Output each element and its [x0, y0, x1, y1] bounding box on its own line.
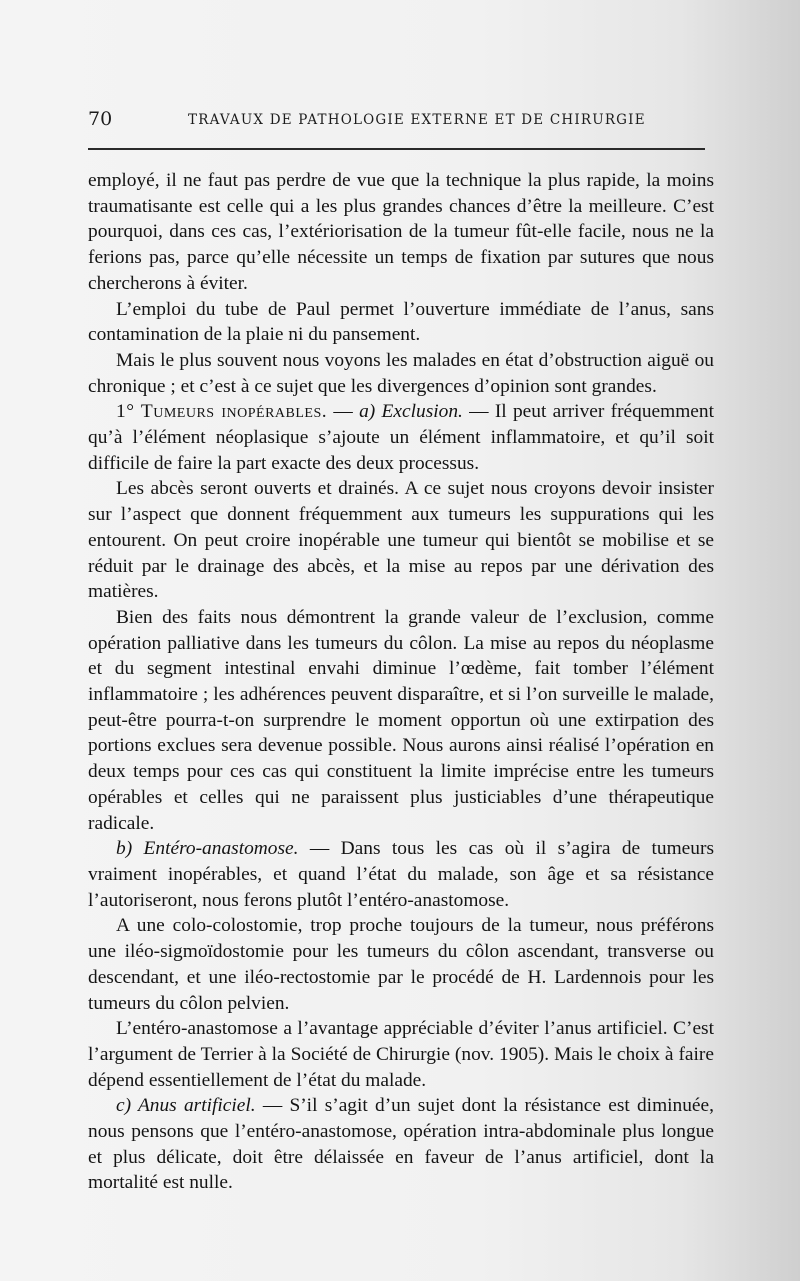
paragraph-text: — S’il s’agit d’un sujet dont la résistance est diminuée, nous pensons que l’entéro-anastomose, opération intra-abdominale plus longue et plus délicate, doit être délaissée en faveur de l’anus artificiel, dont la mortalité est nulle. [88, 1095, 714, 1194]
paragraph-text: L’emploi du tube de Paul permet l’ouverture immédiate de l’anus, sans contamination de la plaie ni du pansement. [88, 298, 714, 346]
paragraph-text: — Il peut arriver fréquemment qu’à l’élément néoplasique s’ajoute un élément inflammatoire, et qu’il soit difficile de faire la part exacte des deux processus. [88, 401, 714, 474]
header-rule [88, 148, 705, 150]
body-text [88, 168, 714, 1196]
subsection-label: b) Entéro-anastomose. [116, 838, 299, 860]
paragraph-6 [88, 605, 714, 836]
paragraph-4 [88, 399, 714, 476]
paragraph-text: Les abcès seront ouverts et drainés. A ce sujet nous croyons devoir insister sur l’aspect que donnent fréquemment aux tumeurs les suppurations qui les entourent. On peut croire inopérable une tumeur qui bientôt se mobilise et se réduit par le drainage des abcès, et la mise au repos par une dérivation des matières. [88, 478, 714, 603]
running-head [88, 108, 706, 138]
section-heading: 1° Tumeurs inopérables. [116, 401, 328, 423]
heading-dash: — [327, 401, 360, 423]
paragraph-text: A une colo-colostomie, trop proche toujours de la tumeur, nous préférons une iléo-sigmoïdostomie pour les tumeurs du côlon ascendant, transverse ou descendant, et une iléo-rectostomie par le procédé de H. Lardennois pour les tumeurs du côlon pelvien. [88, 915, 714, 1014]
subsection-label: c) Anus artificiel. [116, 1095, 256, 1117]
subsection-label: a) Exclusion. [359, 401, 463, 423]
paragraph-10 [88, 1093, 714, 1196]
paragraph-text: employé, il ne faut pas perdre de vue que la technique la plus rapide, la moins traumatisante est celle qui a les plus grandes chances d’être la meilleure. C’est pourquoi, dans ces cas, l’extériorisation de la tumeur fût-elle facile, nous ne la ferions pas, parce qu’elle nécessite un temps de fixation par sutures que nous chercherons à éviter. [88, 170, 714, 294]
paragraph-text: Mais le plus souvent nous voyons les malades en état d’obstruction aiguë ou chronique ; et c’est à ce sujet que les divergences d’opinion sont grandes. [88, 349, 714, 397]
paragraph-9 [88, 1016, 714, 1093]
paragraph-5 [88, 476, 714, 605]
page-number: 70 [88, 108, 113, 130]
running-title: TRAVAUX DE PATHOLOGIE EXTERNE ET DE CHIRURGIE [188, 112, 646, 128]
paragraph-7 [88, 836, 714, 913]
paragraph-3 [88, 348, 714, 399]
paragraph-1 [88, 168, 714, 297]
paragraph-text: L’entéro-anastomose a l’avantage appréciable d’éviter l’anus artificiel. C’est l’argument de Terrier à la Société de Chirurgie (nov. 1905). Mais le choix à faire dépend essentiellement de l’état du malade. [88, 1018, 714, 1091]
paragraph-2 [88, 297, 714, 348]
paragraph-8 [88, 913, 714, 1016]
paragraph-text: — Dans tous les cas où il s’agira de tumeurs vraiment inopérables, et quand l’état du malade, son âge et sa résistance l’autoriseront, nous ferons plutôt l’entéro-anastomose. [88, 838, 714, 911]
paragraph-text: Bien des faits nous démontrent la grande valeur de l’exclusion, comme opération palliative dans les tumeurs du côlon. La mise au repos du néoplasme et du segment intestinal envahi diminue l’œdème, fait tomber l’élément inflammatoire ; les adhérences peuvent disparaître, et si l’on surveille le malade, peut-être pourra-t-on surprendre le moment opportun où une extirpation des portions exclues sera devenue possible. Nous aurons ainsi réalisé l’opération en deux temps pour ces cas qui constituent la limite imprécise entre les tumeurs opérables et celles qui ne paraissent plus justiciables d’une thérapeutique radicale. [88, 606, 714, 834]
